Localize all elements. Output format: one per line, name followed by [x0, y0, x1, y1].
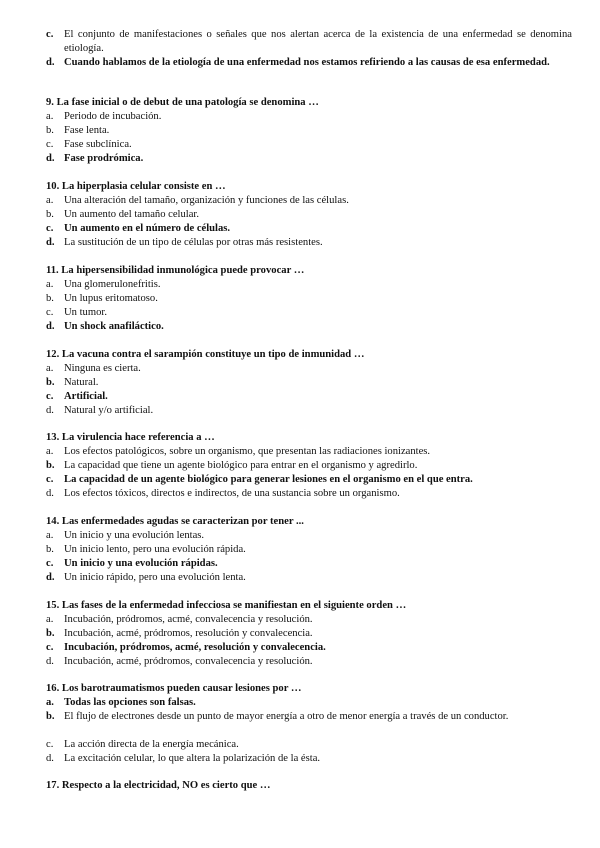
option-letter: d. [46, 153, 55, 165]
option-text: El conjunto de manifestaciones o señales que nos alertan acerca de la existencia de una enfermedad se denomina etiología. [64, 29, 572, 54]
option-letter: c. [46, 223, 54, 235]
option-letter: a. [46, 530, 54, 542]
option-text: Los efectos patológicos, sobre un organismo, que presentan las radiaciones ionizantes. [64, 446, 431, 458]
option-letter: b. [46, 125, 54, 137]
option-letter: d. [46, 405, 54, 417]
option-text: Incubación, acmé, pródromos, convalecencia y resolución. [64, 656, 313, 668]
option-letter: a. [46, 195, 54, 207]
option-text: La capacidad de un agente biológico para generar lesiones en el organismo en el que entra. [64, 474, 473, 486]
option-letter: a. [46, 697, 54, 709]
option-text: Una alteración del tamaño, organización y funciones de las células. [64, 195, 349, 207]
option-text: Un aumento del tamaño celular. [64, 209, 200, 221]
option-letter: c. [46, 307, 54, 319]
option-text: Un lupus eritomatoso. [64, 293, 158, 305]
question-title: 17. Respecto a la electricidad, NO es cierto que … [46, 780, 271, 791]
option-text: Un aumento en el número de células. [64, 223, 231, 235]
option-text: Cuando hablamos de la etiología de una enfermedad nos estamos refiriendo a las causas de esa enfermedad. [64, 57, 550, 68]
option-letter: d. [46, 753, 54, 764]
option-letter: a. [46, 614, 54, 626]
option-letter: b. [46, 544, 54, 556]
option-letter: a. [46, 279, 54, 291]
option-text: La sustitución de un tipo de células por otras más resistentes. [64, 237, 323, 249]
question-title: 11. La hipersensibilidad inmunológica puede provocar … [46, 265, 305, 276]
option-letter: c. [46, 391, 54, 403]
option-letter: d. [46, 572, 55, 584]
option-text: Un inicio y una evolución rápidas. [64, 558, 218, 570]
option-letter: b. [46, 209, 54, 221]
option-text: Artificial. [64, 391, 108, 403]
option-text: Fase lenta. [64, 125, 110, 137]
option-letter: d. [46, 57, 55, 68]
option-text: El flujo de electrones desde un punto de mayor energía a otro de menor energía a través de un conductor. [64, 711, 509, 723]
question-title: 9. La fase inicial o de debut de una patología se denomina … [46, 97, 319, 108]
option-text: Periodo de incubación. [64, 111, 162, 123]
option-text: Incubación, pródromos, acmé, convalecencia y resolución. [64, 614, 313, 626]
option-letter: d. [46, 237, 55, 249]
option-letter: b. [46, 293, 54, 305]
option-letter: a. [46, 111, 54, 123]
option-letter: c. [46, 642, 54, 654]
question-title: 10. La hiperplasia celular consiste en … [46, 181, 226, 192]
question-title: 15. Las fases de la enfermedad infecciosa se manifiestan en el siguiente orden … [46, 600, 407, 611]
question-title: 12. La vacuna contra el sarampión constituye un tipo de inmunidad … [46, 349, 365, 360]
option-text: Una glomerulonefritis. [64, 279, 161, 291]
option-text: Incubación, pródromos, acmé, resolución y convalecencia. [64, 642, 326, 654]
option-letter: b. [46, 628, 55, 640]
option-text: La capacidad que tiene un agente biológico para entrar en el organismo y agredirlo. [64, 460, 418, 472]
option-letter: b. [46, 377, 55, 389]
option-text: Fase subclínica. [64, 139, 132, 151]
question-title: 14. Las enfermedades agudas se caracterizan por tener ... [46, 516, 304, 527]
question-title: 16. Los barotraumatismos pueden causar lesiones por … [46, 683, 302, 694]
option-letter: a. [46, 446, 54, 458]
option-text: La excitación celular, lo que altera la polarización de la ésta. [64, 753, 321, 764]
option-text: Un tumor. [64, 307, 107, 319]
option-text: Natural y/o artificial. [64, 405, 154, 417]
option-text: Ninguna es cierta. [64, 363, 141, 375]
option-letter: b. [46, 460, 55, 472]
option-text: Fase prodrómica. [64, 153, 144, 165]
option-letter: d. [46, 656, 54, 668]
option-text: Un shock anafiláctico. [64, 321, 164, 333]
option-text: La acción directa de la energía mecánica. [64, 738, 239, 750]
question-title: 13. La virulencia hace referencia a … [46, 432, 215, 443]
option-letter: c. [46, 139, 54, 151]
option-text: Incubación, acmé, pródromos, resolución y convalecencia. [64, 628, 313, 640]
option-letter: c. [46, 558, 54, 570]
option-letter: b. [46, 711, 55, 723]
option-text: Natural. [64, 377, 99, 389]
option-letter: c. [46, 738, 54, 750]
option-letter: c. [46, 474, 54, 486]
option-text: Un inicio y una evolución lentas. [64, 530, 205, 542]
option-text: Un inicio lento, pero una evolución rápida. [64, 544, 246, 556]
option-text: Un inicio rápido, pero una evolución lenta. [64, 572, 246, 584]
option-letter: d. [46, 488, 54, 500]
option-text: Todas las opciones son falsas. [64, 697, 196, 709]
option-letter: d. [46, 321, 55, 333]
option-letter: a. [46, 363, 54, 375]
option-text: Los efectos tóxicos, directos e indirectos, de una sustancia sobre un organismo. [64, 488, 400, 500]
option-letter: c. [46, 29, 54, 40]
